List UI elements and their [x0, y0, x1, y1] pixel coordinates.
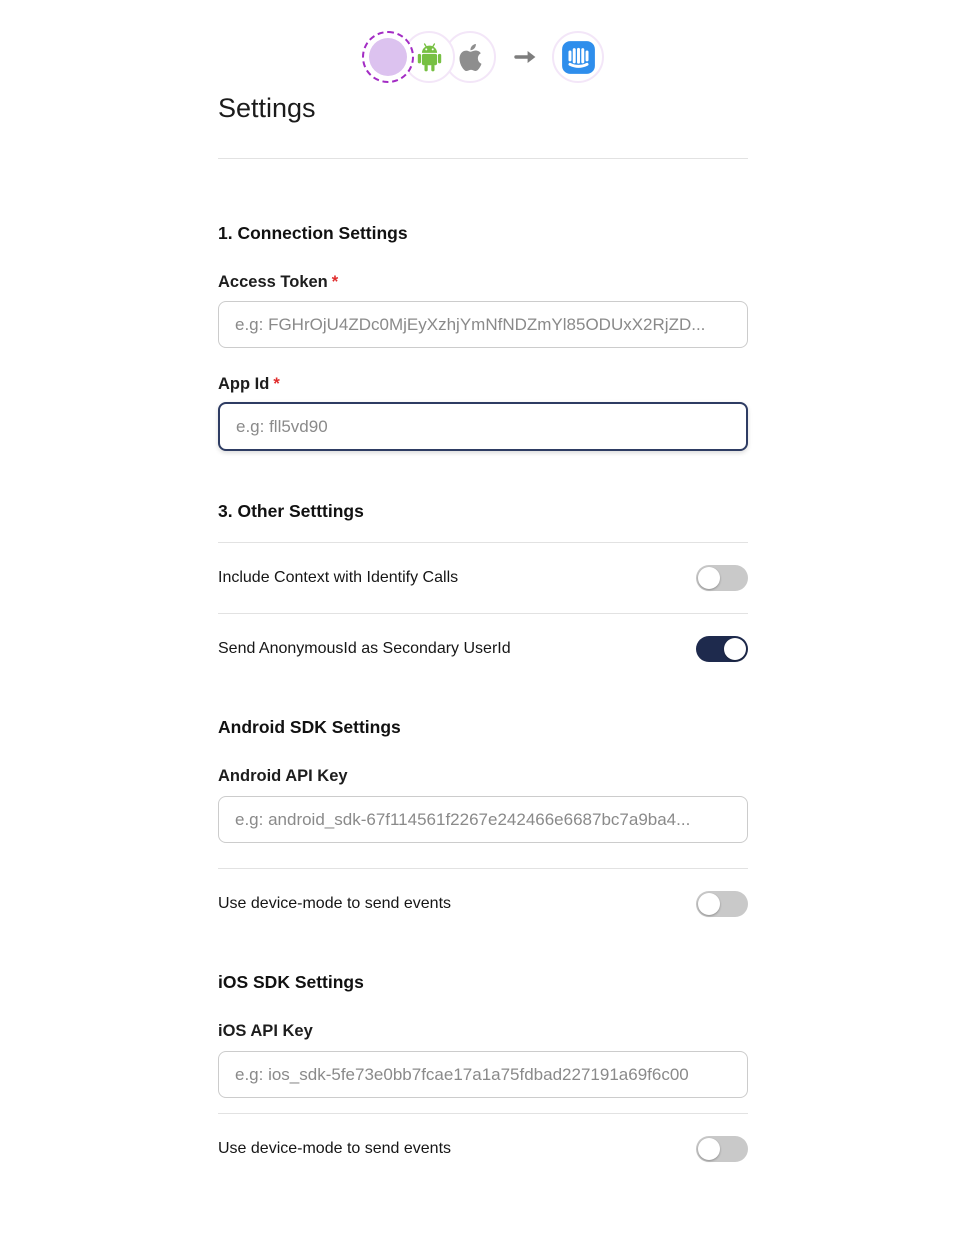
- anonymous-id-label: Send AnonymousId as Secondary UserId: [218, 640, 511, 657]
- access-token-label: Access Token *: [218, 273, 339, 291]
- include-context-row: [218, 543, 748, 613]
- required-asterisk: *: [273, 375, 280, 393]
- anonymous-id-row: [218, 614, 748, 684]
- android-device-mode-row: [218, 869, 748, 939]
- include-context-toggle[interactable]: [696, 565, 748, 591]
- toggle-knob: [698, 893, 720, 915]
- page-title: Settings: [218, 93, 316, 123]
- intercom-icon: [552, 31, 604, 83]
- app-id-input[interactable]: [218, 402, 748, 451]
- toggle-knob: [724, 638, 746, 660]
- toggle-knob: [698, 567, 720, 589]
- android-device-mode-toggle[interactable]: [696, 891, 748, 917]
- ios-api-key-label: iOS API Key: [218, 1022, 313, 1040]
- toggle-knob: [698, 1138, 720, 1160]
- app-id-label: App Id *: [218, 375, 280, 393]
- source-placeholder-icon: [362, 31, 414, 83]
- title-divider: [218, 158, 748, 159]
- ios-device-mode-toggle[interactable]: [696, 1136, 748, 1162]
- section-heading-other: 3. Other Setttings: [218, 501, 364, 521]
- section-heading-connection: 1. Connection Settings: [218, 223, 408, 243]
- ios-device-mode-label: Use device-mode to send events: [218, 1140, 452, 1157]
- anonymous-id-toggle[interactable]: [696, 636, 748, 662]
- section-heading-android-sdk: Android SDK Settings: [218, 717, 401, 737]
- android-device-mode-label: Use device-mode to send events: [218, 895, 452, 912]
- include-context-label: Include Context with Identify Calls: [218, 569, 459, 586]
- ios-api-key-input[interactable]: [218, 1051, 748, 1098]
- android-api-key-label: Android API Key: [218, 767, 348, 785]
- settings-page: [218, 30, 748, 1184]
- source-placeholder-fill: [369, 38, 407, 76]
- section-heading-ios-sdk: iOS SDK Settings: [218, 972, 364, 992]
- arrow-right-icon: [514, 49, 538, 65]
- required-asterisk: *: [331, 273, 339, 291]
- android-api-key-input[interactable]: [218, 796, 748, 843]
- ios-device-mode-row: [218, 1114, 748, 1184]
- connection-illustration: [218, 30, 748, 84]
- access-token-input[interactable]: [218, 301, 748, 348]
